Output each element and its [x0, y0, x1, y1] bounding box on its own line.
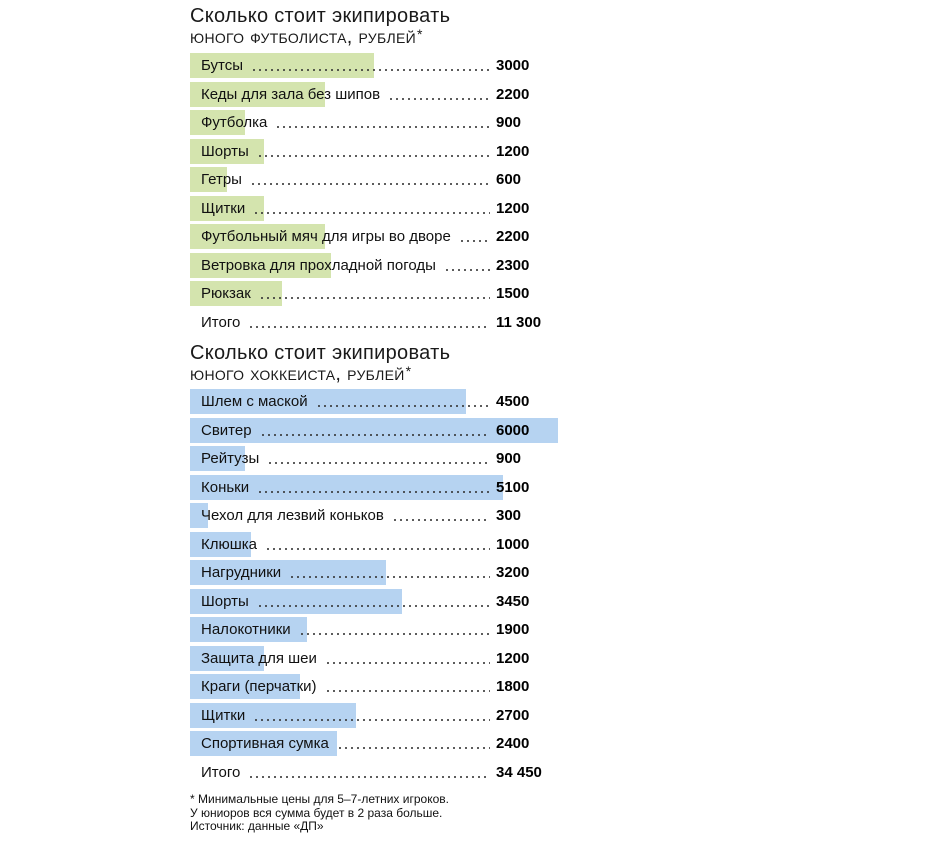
- hockey-row: [190, 503, 570, 528]
- football-leader-dots: [250, 183, 490, 185]
- hockey-value: 1900: [496, 621, 530, 638]
- hockey-row: [190, 560, 570, 585]
- football-leader-dots: [459, 240, 490, 242]
- hockey-leader-dots: [337, 747, 490, 749]
- football-row: [190, 167, 570, 192]
- hockey-total-label: Итого: [201, 763, 241, 781]
- football-row: [190, 253, 570, 278]
- football-label: Футболка: [201, 114, 268, 131]
- hockey-title-mark: *: [405, 363, 412, 379]
- football-value: 2200: [496, 228, 530, 245]
- football-leader-dots: [388, 98, 490, 100]
- football-label: Бутсы: [201, 57, 243, 74]
- football-label: Кеды для зала без шипов: [201, 85, 381, 103]
- hockey-total-leader-dots: [248, 776, 490, 778]
- hockey-chart: [190, 389, 570, 788]
- hockey-row: [190, 589, 570, 614]
- hockey-leader-dots: [316, 405, 490, 407]
- football-label: Футбольный мяч для игры во дворе: [201, 228, 451, 245]
- football-label: Рюкзак: [201, 285, 251, 302]
- football-leader-dots: [253, 212, 490, 214]
- hockey-leader-dots: [299, 633, 490, 635]
- football-value: 2200: [496, 85, 530, 103]
- hockey-label: Нагрудники: [201, 564, 282, 581]
- football-value: 1200: [496, 142, 530, 160]
- football-row: [190, 53, 570, 78]
- hockey-row: [190, 446, 570, 471]
- football-value: 900: [496, 114, 522, 131]
- football-row: [190, 196, 570, 221]
- hockey-leader-dots: [257, 491, 490, 493]
- hockey-value: 6000: [496, 421, 530, 439]
- football-title-line2: юного футболиста, рублей: [190, 26, 416, 48]
- hockey-row: [190, 389, 570, 414]
- hockey-row: [190, 617, 570, 642]
- football-total-label: Итого: [201, 313, 241, 331]
- hockey-label: Рейтузы: [201, 450, 260, 467]
- football-label: Ветровка для прохладной погоды: [201, 256, 436, 274]
- footnote-line3: Источник: данные «ДП»: [190, 819, 324, 833]
- hockey-row: [190, 674, 570, 699]
- football-value: 1200: [496, 199, 530, 217]
- hockey-leader-dots: [257, 605, 490, 607]
- football-leader-dots: [251, 69, 490, 71]
- football-value: 3000: [496, 57, 530, 74]
- football-row: [190, 139, 570, 164]
- football-title-line1: Сколько стоит экипировать: [190, 5, 451, 27]
- football-leader-dots: [444, 269, 490, 271]
- hockey-title-line2: юного хоккеиста, рублей: [190, 363, 405, 385]
- hockey-label: Спортивная сумка: [201, 735, 329, 752]
- football-label: Щитки: [201, 199, 246, 217]
- hockey-row: [190, 475, 570, 500]
- football-total-row: [190, 310, 570, 335]
- hockey-leader-dots: [265, 548, 490, 550]
- hockey-title-line2-wrap: [190, 364, 450, 385]
- football-row: [190, 224, 570, 249]
- hockey-label: Коньки: [201, 478, 250, 496]
- footnote: [190, 793, 449, 834]
- hockey-title-line1: Сколько стоит экипировать: [190, 342, 451, 364]
- football-label: Шорты: [201, 142, 249, 160]
- football-chart: [190, 53, 570, 338]
- hockey-row: [190, 532, 570, 557]
- football-row: [190, 82, 570, 107]
- hockey-label: Налокотники: [201, 621, 291, 638]
- hockey-label: Шлем с маской: [201, 393, 308, 410]
- hockey-total-value: 34 450: [496, 763, 542, 781]
- footnote-line2: У юниоров вся сумма будет в 2 раза больше.: [190, 805, 443, 820]
- hockey-leader-dots: [325, 662, 490, 664]
- hockey-label: Краги (перчатки): [201, 678, 317, 695]
- hockey-total-row: [190, 760, 570, 785]
- football-value: 2300: [496, 256, 530, 274]
- hockey-row: [190, 703, 570, 728]
- hockey-label: Свитер: [201, 421, 252, 439]
- football-value: 600: [496, 171, 522, 188]
- football-total-value: 11 300: [496, 313, 542, 331]
- football-title-line2-wrap: [190, 27, 450, 48]
- football-total-leader-dots: [248, 326, 490, 328]
- hockey-value: 5100: [496, 478, 530, 496]
- football-leader-dots: [257, 155, 490, 157]
- hockey-value: 1000: [496, 535, 530, 553]
- hockey-value: 1800: [496, 678, 530, 695]
- football-row: [190, 281, 570, 306]
- footnote-line1: * Минимальные цены для 5–7-летних игроков.: [190, 792, 449, 806]
- hockey-label: Щитки: [201, 706, 246, 724]
- football-leader-dots: [275, 126, 490, 128]
- hockey-value: 3450: [496, 592, 530, 610]
- hockey-row: [190, 646, 570, 671]
- football-label: Гетры: [201, 171, 242, 188]
- football-title: [190, 6, 450, 48]
- hockey-value: 3200: [496, 564, 530, 581]
- hockey-value: 900: [496, 450, 522, 467]
- football-title-mark: *: [416, 26, 423, 42]
- football-row: [190, 110, 570, 135]
- hockey-label: Защита для шеи: [201, 649, 317, 667]
- hockey-leader-dots: [325, 690, 490, 692]
- hockey-label: Клюшка: [201, 535, 258, 553]
- hockey-label: Чехол для лезвий коньков: [201, 507, 384, 524]
- football-value: 1500: [496, 285, 530, 302]
- hockey-value: 1200: [496, 649, 530, 667]
- hockey-row: [190, 731, 570, 756]
- hockey-leader-dots: [253, 719, 490, 721]
- hockey-value: 300: [496, 507, 522, 524]
- hockey-leader-dots: [392, 519, 490, 521]
- football-leader-dots: [259, 297, 490, 299]
- hockey-value: 2400: [496, 735, 530, 752]
- hockey-leader-dots: [267, 462, 490, 464]
- hockey-label: Шорты: [201, 592, 249, 610]
- hockey-row: [190, 418, 570, 443]
- hockey-title: [190, 343, 450, 385]
- hockey-value: 2700: [496, 706, 530, 724]
- hockey-value: 4500: [496, 393, 530, 410]
- hockey-leader-dots: [289, 576, 490, 578]
- hockey-leader-dots: [260, 434, 490, 436]
